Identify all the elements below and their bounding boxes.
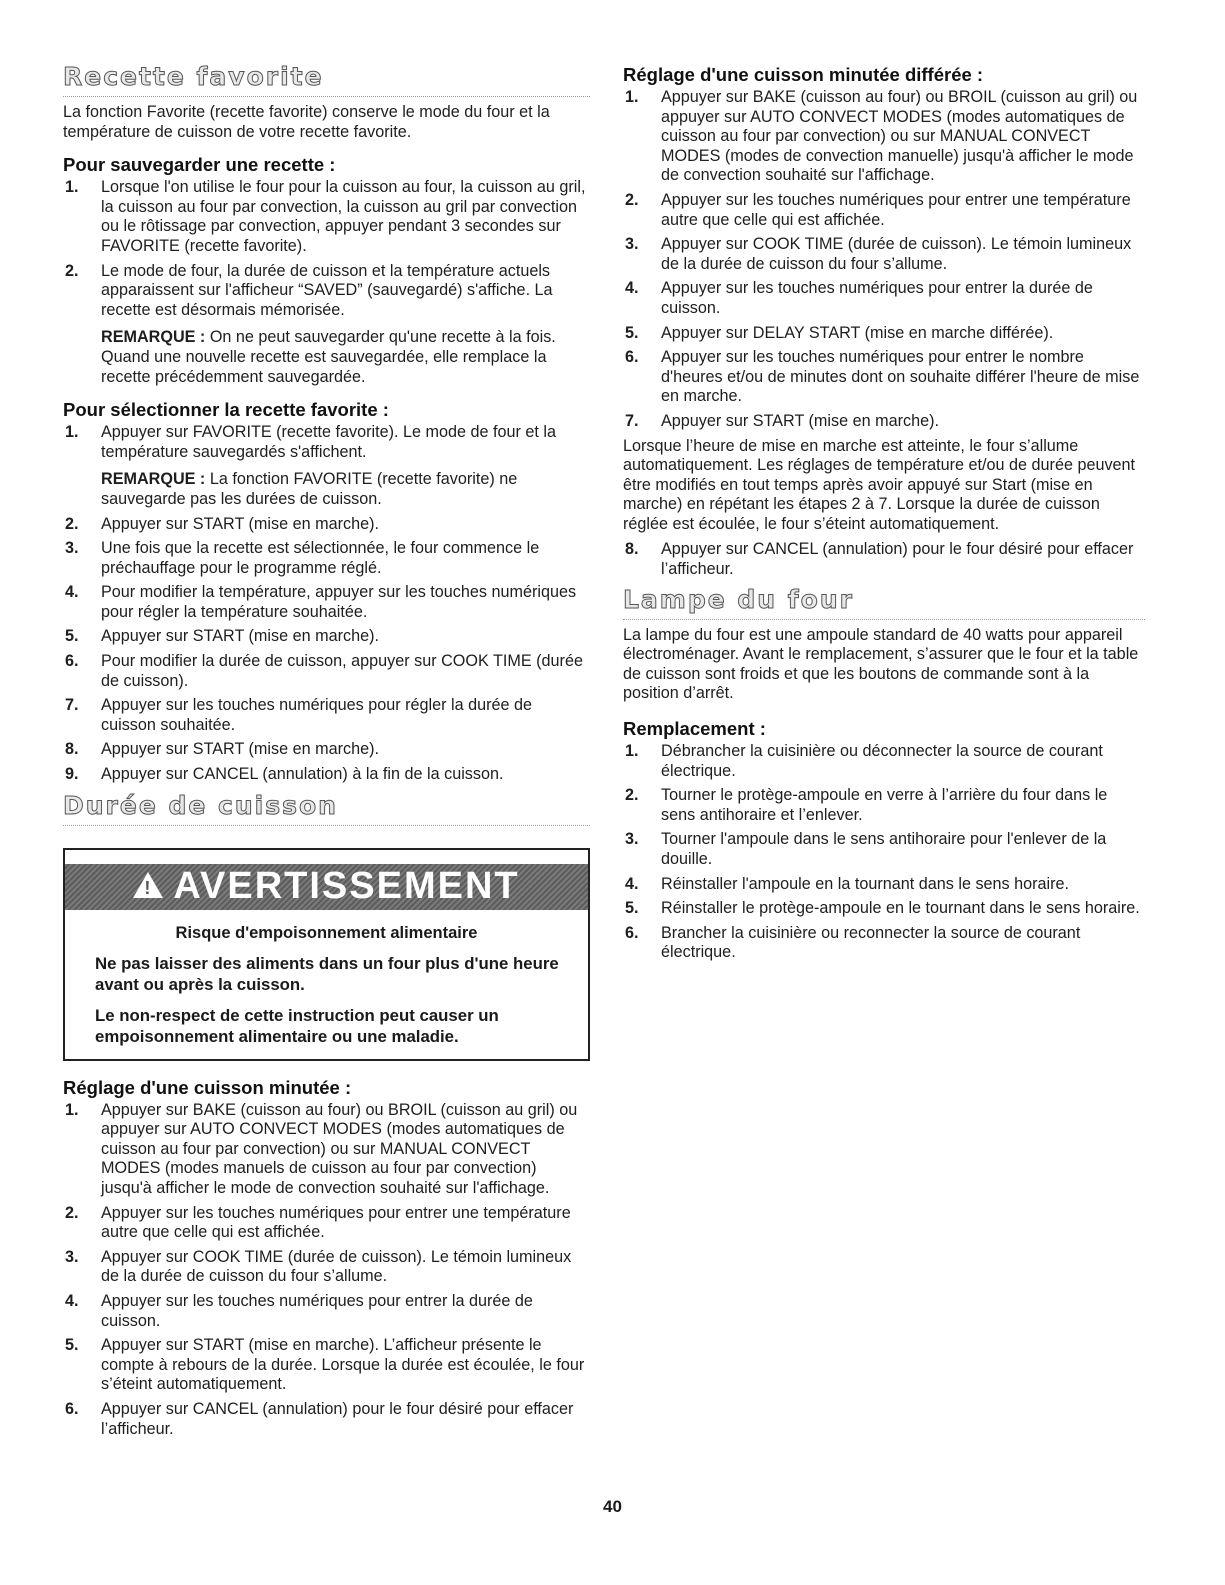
step-text: Appuyer sur DELAY START (mise en marche différée).: [661, 323, 1054, 342]
step-number: 6.: [65, 652, 79, 671]
step-text: Appuyer sur START (mise en marche).: [661, 411, 939, 430]
step-number: 3.: [65, 539, 79, 558]
favorite-intro: La fonction Favorite (recette favorite) conserve le mode du four et la température de cuisson de votre recette favorite.: [63, 103, 550, 141]
note-text: La fonction FAVORITE (recette favorite) ne sauvegarde pas les durées de cuisson.: [101, 470, 518, 508]
step-text: Réinstaller le protège-ampoule en le tournant dans le sens horaire.: [661, 899, 1140, 918]
list-item: [623, 412, 1145, 432]
warning-line-2: Le non-respect de cette instruction peut causer un empoisonnement alimentaire ou une maladie.: [95, 1005, 499, 1046]
step-number: 7.: [65, 696, 79, 715]
delayed-paragraph: Lorsque l’heure de mise en marche est atteinte, le four s’allume automatiquement. Les réglages de température et/ou de durée peuvent être modifiés en tout temps après avoir appuyé sur Start (mise en marche) en répétant les étapes 2 à 7. Lorsque la durée de cuisson réglée est écoulée, le four s’éteint automatiquement.: [623, 436, 1136, 533]
step-text: Appuyer sur les touches numériques pour entrer la durée de cuisson.: [661, 279, 1093, 317]
note: [101, 328, 590, 387]
step-number: 7.: [625, 411, 639, 430]
step-number: 5.: [625, 899, 639, 918]
replace-steps: [623, 742, 1145, 963]
step-number: 2.: [65, 1203, 79, 1222]
step-number: 6.: [625, 348, 639, 367]
list-item: [623, 324, 1145, 344]
favorite-title: Recette favorite: [63, 62, 590, 97]
list-item: [63, 515, 590, 535]
step-text: Pour modifier la durée de cuisson, appuyer sur COOK TIME (durée de cuisson).: [101, 652, 583, 690]
list-item: [623, 540, 1145, 579]
select-steps: [63, 423, 590, 785]
step-number: 2.: [625, 786, 639, 805]
page-number: 40: [603, 1497, 622, 1516]
warning-line-1: Ne pas laisser des aliments dans un four plus d'une heure avant ou après la cuisson.: [95, 953, 559, 994]
step-number: 3.: [625, 235, 639, 254]
list-item: [63, 627, 590, 647]
step-number: 3.: [65, 1247, 79, 1266]
list-item: [623, 899, 1145, 919]
delayed-final-step: [623, 540, 1145, 579]
step-number: 1.: [65, 178, 79, 197]
delayed-steps: [623, 88, 1145, 432]
step-text: Appuyer sur COOK TIME (durée de cuisson). Le témoin lumineux de la durée de cuisson du four s’allume.: [661, 235, 1132, 273]
step-text: Tourner le protège-ampoule en verre à l’arrière du four dans le sens antihoraire et l’enlever.: [661, 786, 1108, 824]
timed-heading: Réglage d'une cuisson minutée :: [63, 1076, 352, 1098]
warning-heading: Risque d'empoisonnement alimentaire: [175, 923, 478, 942]
right-column: [623, 64, 1145, 968]
step-text: Appuyer sur les touches numériques pour entrer une température autre que celle qui est affichée.: [101, 1203, 571, 1242]
warning-triangle-icon: [133, 872, 163, 898]
list-item: [63, 539, 590, 578]
step-number: 9.: [65, 765, 79, 784]
list-item: [63, 652, 590, 691]
warning-banner-text: AVERTISSEMENT: [173, 865, 520, 908]
step-text: Appuyer sur les touches numériques pour régler la durée de cuisson souhaitée.: [101, 696, 533, 734]
step-text: Pour modifier la température, appuyer sur les touches numériques pour régler la température souhaitée.: [101, 583, 577, 621]
list-item: [623, 786, 1145, 825]
list-item: [63, 423, 590, 509]
step-number: 6.: [65, 1399, 79, 1418]
note-label: REMARQUE :: [101, 470, 206, 489]
step-text: Le mode de four, la durée de cuisson et la température actuels apparaissent sur l'afficheur “SAVED” (sauvegardé) s'affiche. La recette est désormais mémorisée.: [101, 261, 553, 319]
list-item: [623, 924, 1145, 963]
step-text: Appuyer sur BAKE (cuisson au four) ou BROIL (cuisson au gril) ou appuyer sur AUTO CONVECT MODES (modes automatiques de cuisson au four par convection) ou sur MANUAL CONVECT MODES (modes manuels de cuisson au four par convection) jusqu'à afficher le mode de convection souhaité sur l'affichage.: [101, 1100, 578, 1197]
step-text: Une fois que la recette est sélectionnée, le four commence le préchauffage pour le programme réglé.: [101, 539, 540, 577]
list-item: [623, 875, 1145, 895]
warning-banner: [65, 864, 588, 910]
step-text: Appuyer sur CANCEL (annulation) pour le four désiré pour effacer l’afficheur.: [661, 540, 1134, 579]
step-number: 5.: [625, 323, 639, 342]
step-number: 6.: [625, 923, 639, 942]
list-item: [63, 1292, 590, 1331]
step-number: 5.: [65, 627, 79, 646]
step-text: Brancher la cuisinière ou reconnecter la source de courant électrique.: [661, 923, 1081, 962]
step-text: Appuyer sur les touches numériques pour entrer le nombre d'heures et/ou de minutes dont on souhaite différer l'heure de mise en marche.: [661, 348, 1140, 406]
step-text: Appuyer sur START (mise en marche).: [101, 627, 379, 646]
delayed-heading: Réglage d'une cuisson minutée différée :: [623, 64, 984, 85]
list-item: [63, 1400, 590, 1439]
step-text: Appuyer sur les touches numériques pour entrer une température autre que celle qui est affichée.: [661, 190, 1131, 229]
step-text: Appuyer sur COOK TIME (durée de cuisson). Le témoin lumineux de la durée de cuisson du four s’allume.: [101, 1247, 572, 1286]
lamp-title: Lampe du four: [623, 585, 1145, 620]
step-text: Tourner l'ampoule dans le sens antihoraire pour l'enlever de la douille.: [661, 830, 1107, 868]
note: [101, 470, 590, 509]
list-item: [63, 262, 590, 388]
list-item: [63, 740, 590, 760]
step-text: Appuyer sur CANCEL (annulation) pour le four désiré pour effacer l’afficheur.: [101, 1399, 574, 1438]
list-item: [623, 235, 1145, 274]
step-number: 2.: [65, 261, 79, 280]
step-number: 3.: [625, 830, 639, 849]
step-text: Appuyer sur BAKE (cuisson au four) ou BROIL (cuisson au gril) ou appuyer sur AUTO CONVECT MODES (modes automatiques de cuisson au four par convection) ou sur MANUAL CONVECT MODES (modes de convection manuelle) jusqu'à afficher le mode de convection souhaité sur l'affichage.: [661, 88, 1138, 185]
step-number: 1.: [625, 742, 639, 761]
step-number: 8.: [625, 540, 639, 559]
left-column: [63, 62, 590, 1444]
lamp-intro: La lampe du four est une ampoule standard de 40 watts pour appareil électroménager. Avant le remplacement, s’assurer que le four et la table de cuisson sont froids et que les boutons de commande sont à la position d’arrêt.: [623, 625, 1139, 703]
list-item: [623, 742, 1145, 781]
step-text: Appuyer sur START (mise en marche).: [101, 514, 379, 533]
step-number: 4.: [65, 1291, 79, 1310]
step-text: Appuyer sur FAVORITE (recette favorite). Le mode de four et la température sauvegardés s'affichent.: [101, 423, 556, 461]
step-text: Réinstaller l'ampoule en la tournant dans le sens horaire.: [661, 874, 1070, 893]
list-item: [63, 1204, 590, 1243]
note-label: REMARQUE :: [101, 328, 206, 347]
list-item: [63, 1248, 590, 1287]
list-item: [63, 583, 590, 622]
list-item: [623, 191, 1145, 230]
step-number: 1.: [65, 1100, 79, 1119]
note-text: On ne peut sauvegarder qu'une recette à la fois. Quand une nouvelle recette est sauvegardée, elle remplace la recette précédemment sauvegardée.: [101, 328, 556, 386]
list-item: [623, 830, 1145, 869]
step-text: Appuyer sur les touches numériques pour entrer la durée de cuisson.: [101, 1291, 533, 1330]
list-item: [623, 279, 1145, 318]
list-item: [63, 765, 590, 785]
warning-box: [63, 848, 590, 1061]
list-item: [623, 348, 1145, 407]
replace-heading: Remplacement :: [623, 718, 766, 740]
step-number: 8.: [65, 740, 79, 759]
step-text: Appuyer sur START (mise en marche). L’afficheur présente le compte à rebours de la durée. Lorsque la durée est écoulée, le four s’éteint automatiquement.: [101, 1336, 585, 1394]
step-number: 4.: [625, 279, 639, 298]
step-number: 2.: [65, 514, 79, 533]
step-text: Lorsque l'on utilise le four pour la cuisson au four, la cuisson au gril, la cuisson au four par convection, la cuisson au gril par convection ou le rôtissage par convection, appuyer pendant 3 secondes sur FAVORITE (recette favorite).: [101, 178, 586, 255]
cook-time-title: Durée de cuisson: [63, 791, 590, 826]
step-number: 4.: [625, 874, 639, 893]
step-number: 5.: [65, 1336, 79, 1355]
step-number: 4.: [65, 583, 79, 602]
step-text: Appuyer sur START (mise en marche).: [101, 740, 379, 759]
step-number: 1.: [65, 423, 79, 442]
step-text: Appuyer sur CANCEL (annulation) à la fin de la cuisson.: [101, 765, 504, 784]
step-number: 1.: [625, 88, 639, 106]
save-heading: Pour sauvegarder une recette :: [63, 154, 336, 176]
timed-steps: [63, 1101, 590, 1440]
step-text: Débrancher la cuisinière ou déconnecter la source de courant électrique.: [661, 742, 1103, 780]
list-item: [63, 1336, 590, 1395]
list-item: [63, 1101, 590, 1199]
step-number: 2.: [625, 190, 639, 209]
list-item: [63, 696, 590, 735]
select-heading: Pour sélectionner la recette favorite :: [63, 399, 389, 421]
list-item: [623, 88, 1145, 186]
list-item: [63, 178, 590, 256]
save-steps: [63, 178, 590, 387]
